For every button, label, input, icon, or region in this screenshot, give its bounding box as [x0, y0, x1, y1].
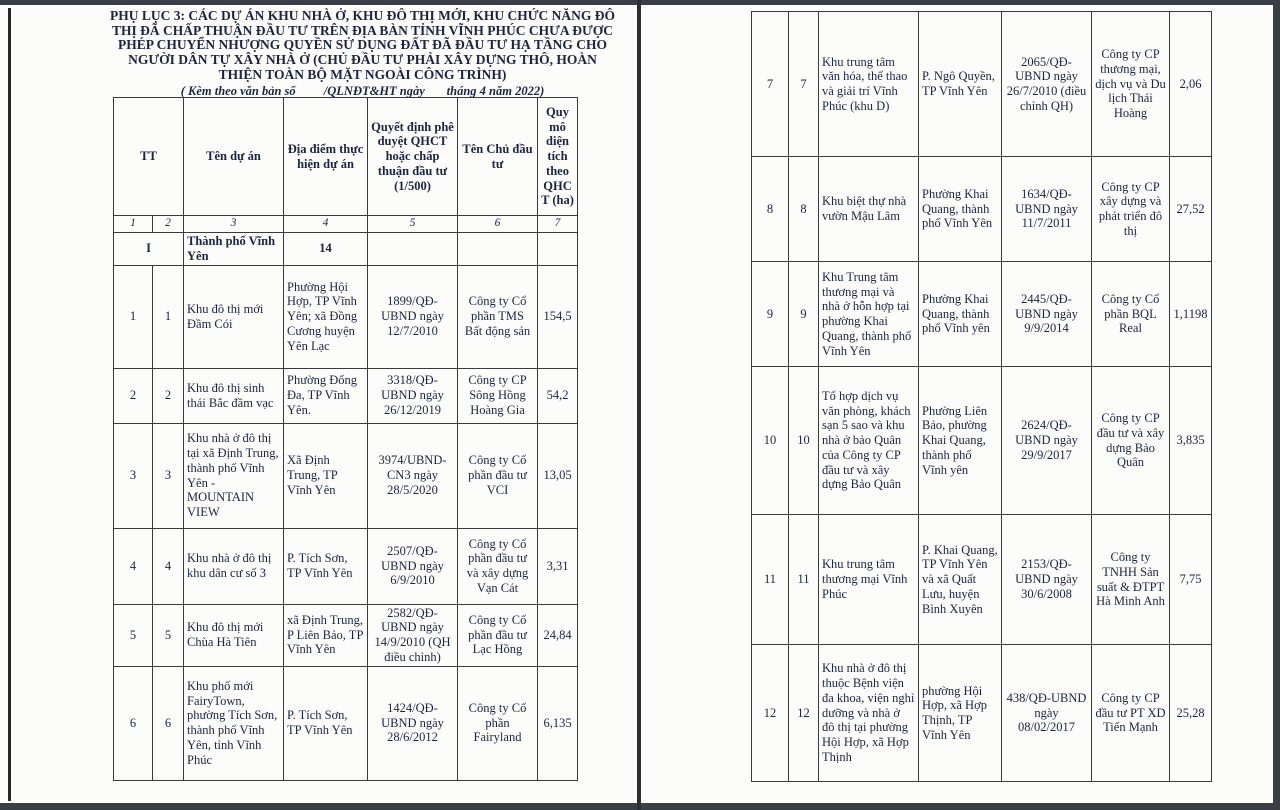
- cell-tt: 1: [153, 265, 184, 368]
- col-number: 7: [538, 216, 578, 233]
- cell-project-name: Khu nhà ở đô thị tại xã Định Trung, thành phố Vĩnh Yên - MOUNTAIN VIEW: [184, 423, 284, 528]
- cell-tt: 7: [789, 12, 819, 157]
- cell-location: Xã Định Trung, TP Vĩnh Yên: [284, 423, 368, 528]
- cell-project-name: Khu trung tâm văn hóa, thể thao và giải trí Vĩnh Phúc (khu D): [819, 12, 919, 157]
- cell-project-name: Khu phố mới FairyTown, phường Tích Sơn, thành phố Vĩnh Yên, tỉnh Vĩnh Phúc: [184, 666, 284, 780]
- cell-area: 25,28: [1170, 645, 1212, 782]
- table-row: [752, 262, 1212, 367]
- table-row: [114, 265, 578, 368]
- cell-area: 154,5: [538, 265, 578, 368]
- table-row: [752, 157, 1212, 262]
- page-left: [0, 5, 637, 803]
- cell-tt: 7: [752, 12, 789, 157]
- projects-table-left: [113, 97, 578, 781]
- header-investor: Tên Chủ đầu tư: [458, 98, 538, 216]
- table-row: [752, 645, 1212, 782]
- col-number: 1: [114, 216, 153, 233]
- table-row: [114, 528, 578, 604]
- cell-location: P. Tích Sơn, TP Vĩnh Yên: [284, 528, 368, 604]
- cell-tt: 2: [114, 368, 153, 423]
- cell-investor: Công ty CP thương mại, dịch vụ và Du lịch Thái Hoàng: [1092, 12, 1170, 157]
- table-row: [752, 12, 1212, 157]
- cell-investor: Công ty Cổ phần Fairyland: [458, 666, 538, 780]
- header-location: Địa điểm thực hiện dự án: [284, 98, 368, 216]
- cell-decision: 2065/QĐ-UBND ngày 26/7/2010 (điều chỉnh QH): [1002, 12, 1092, 157]
- cell-tt: 1: [114, 265, 153, 368]
- cell-investor: Công ty CP Sông Hồng Hoàng Gia: [458, 368, 538, 423]
- document-subtitle: ( Kèm theo văn bản số /QLNĐT&HT ngày tháng 4 năm 2022): [180, 83, 545, 98]
- column-number-row: [114, 216, 578, 233]
- cell-project-name: Khu trung tâm thương mại Vĩnh Phúc: [819, 515, 919, 645]
- cell-area: 2,06: [1170, 12, 1212, 157]
- cell-decision: 3318/QĐ-UBND ngày 26/12/2019: [368, 368, 458, 423]
- cell-decision: 1899/QĐ-UBND ngày 12/7/2010: [368, 265, 458, 368]
- cell-investor: Công ty CP xây dựng và phát triển đô thị: [1092, 157, 1170, 262]
- header-row: [114, 98, 578, 216]
- cell-empty: [538, 233, 578, 266]
- cell-area: 1,1198: [1170, 262, 1212, 367]
- cell-location: xã Định Trung, P Liên Bảo, TP Vĩnh Yên: [284, 604, 368, 666]
- table-row: [114, 368, 578, 423]
- cell-area: 7,75: [1170, 515, 1212, 645]
- table-row: [752, 367, 1212, 515]
- col-number: 4: [284, 216, 368, 233]
- col-number: 6: [458, 216, 538, 233]
- cell-tt: 10: [752, 367, 789, 515]
- cell-empty: [458, 233, 538, 266]
- table-row: [114, 604, 578, 666]
- cell-decision: 2153/QĐ-UBND ngày 30/6/2008: [1002, 515, 1092, 645]
- cell-decision: 2582/QĐ-UBND ngày 14/9/2010 (QH điều chỉnh): [368, 604, 458, 666]
- table-row: [114, 423, 578, 528]
- cell-tt: 5: [153, 604, 184, 666]
- cell-project-name: Khu đô thị sinh thái Bắc đầm vạc: [184, 368, 284, 423]
- cell-project-name: Khu đô thị mới Đầm Cói: [184, 265, 284, 368]
- cell-investor: Công ty Cổ phần đầu tư VCI: [458, 423, 538, 528]
- cell-decision: 438/QĐ-UBND ngày 08/02/2017: [1002, 645, 1092, 782]
- cell-tt: 10: [789, 367, 819, 515]
- col-number: 5: [368, 216, 458, 233]
- cell-investor: Công ty TNHH Sản suất & ĐTPT Hà Minh Anh: [1092, 515, 1170, 645]
- section-count: 14: [284, 233, 368, 266]
- cell-project-name: Khu nhà ở đô thị thuộc Bệnh viện đa khoa, viện nghỉ dưỡng và nhà ở đô thị tại phường Hội Hợp, xã Hợp Thịnh: [819, 645, 919, 782]
- cell-location: Phường Liên Bảo, phường Khai Quang, thành phố Vĩnh yên: [919, 367, 1002, 515]
- cell-investor: Công ty Cổ phần TMS Bất động sản: [458, 265, 538, 368]
- header-decision: Quyết định phê duyệt QHCT hoặc chấp thuận đầu tư (1/500): [368, 98, 458, 216]
- cell-tt: 11: [752, 515, 789, 645]
- cell-location: phường Hội Hợp, xã Hợp Thịnh, TP Vĩnh Yên: [919, 645, 1002, 782]
- cell-tt: 8: [789, 157, 819, 262]
- cell-empty: [368, 233, 458, 266]
- cell-location: Phường Đống Đa, TP Vĩnh Yên.: [284, 368, 368, 423]
- header-area: Quy mô diện tích theo QHCT (ha): [538, 98, 578, 216]
- table-row: [114, 666, 578, 780]
- cell-area: 3,31: [538, 528, 578, 604]
- col-number: 3: [184, 216, 284, 233]
- cell-tt: 12: [752, 645, 789, 782]
- cell-location: Phường Khai Quang, thành phố Vĩnh yên: [919, 262, 1002, 367]
- cell-investor: Công ty Cổ phần BQL Real: [1092, 262, 1170, 367]
- cell-tt: 11: [789, 515, 819, 645]
- cell-tt: 6: [153, 666, 184, 780]
- cell-project-name: Tổ hợp dịch vụ văn phòng, khách sạn 5 sao và khu nhà ở bảo Quân của Công ty CP đầu tư và xây dựng Bảo Quân: [819, 367, 919, 515]
- cell-decision: 2624/QĐ-UBND ngày 29/9/2017: [1002, 367, 1092, 515]
- title-block: [110, 9, 615, 99]
- cell-tt: 5: [114, 604, 153, 666]
- cell-investor: Công ty Cổ phần đầu tư Lạc Hồng: [458, 604, 538, 666]
- scan-edge-line: [8, 8, 11, 801]
- cell-decision: 1634/QĐ-UBND ngày 11/7/2011: [1002, 157, 1092, 262]
- cell-location: Phường Hội Hợp, TP Vĩnh Yên; xã Đồng Cương huyện Yên Lạc: [284, 265, 368, 368]
- cell-location: P. Tích Sơn, TP Vĩnh Yên: [284, 666, 368, 780]
- cell-investor: Công ty Cổ phần đầu tư và xây dựng Vạn Cát: [458, 528, 538, 604]
- cell-tt: 4: [153, 528, 184, 604]
- cell-tt: 3: [114, 423, 153, 528]
- cell-area: 13,05: [538, 423, 578, 528]
- cell-tt: 9: [752, 262, 789, 367]
- cell-decision: 1424/QĐ-UBND ngày 28/6/2012: [368, 666, 458, 780]
- cell-tt: 12: [789, 645, 819, 782]
- cell-tt: 3: [153, 423, 184, 528]
- cell-location: P. Khai Quang, TP Vĩnh Yên và xã Quất Lưu, huyện Bình Xuyên: [919, 515, 1002, 645]
- cell-tt: 8: [752, 157, 789, 262]
- page-right: [641, 5, 1273, 803]
- document-title: PHỤ LỤC 3: CÁC DỰ ÁN KHU NHÀ Ở, KHU ĐÔ THỊ MỚI, KHU CHỨC NĂNG ĐÔ THỊ ĐÃ CHẤP THUẬN ĐẦU TƯ TRÊN ĐỊA BÀN TỈNH VĨNH PHÚC CHƯA ĐƯỢC PHÉP CHUYỂN NHƯỢNG QUYỀN SỬ DỤNG ĐẤT ĐÃ ĐẦU TƯ HẠ TẦNG CHO NGƯỜI DÂN TỰ XÂY NHÀ Ở (CHỦ ĐẦU TƯ PHẢI XÂY DỰNG THÔ, HOÀN THIỆN TOÀN BỘ MẶT NGOÀI CÔNG TRÌNH): [110, 8, 615, 82]
- cell-project-name: Khu nhà ở đô thị khu dân cư số 3: [184, 528, 284, 604]
- cell-decision: 2445/QĐ-UBND ngày 9/9/2014: [1002, 262, 1092, 367]
- cell-project-name: Khu Trung tâm thương mại và nhà ở hỗn hợp tại phường Khai Quang, thành phố Vĩnh Yên: [819, 262, 919, 367]
- cell-area: 24,84: [538, 604, 578, 666]
- cell-investor: Công ty CP đầu tư và xây dựng Bảo Quân: [1092, 367, 1170, 515]
- col-number: 2: [153, 216, 184, 233]
- cell-area: 27,52: [1170, 157, 1212, 262]
- cell-investor: Công ty CP đầu tư PT XD Tiến Mạnh: [1092, 645, 1170, 782]
- table-row: [752, 515, 1212, 645]
- header-tt: TT: [114, 98, 184, 216]
- cell-area: 6,135: [538, 666, 578, 780]
- cell-tt: 4: [114, 528, 153, 604]
- cell-tt: 9: [789, 262, 819, 367]
- cell-decision: 2507/QĐ-UBND ngày 6/9/2010: [368, 528, 458, 604]
- cell-area: 3,835: [1170, 367, 1212, 515]
- cell-tt: 6: [114, 666, 153, 780]
- cell-project-name: Khu biệt thự nhà vườn Mậu Lâm: [819, 157, 919, 262]
- section-row: [114, 233, 578, 266]
- cell-location: Phường Khai Quang, thành phố Vĩnh Yên: [919, 157, 1002, 262]
- cell-decision: 3974/UBND-CN3 ngày 28/5/2020: [368, 423, 458, 528]
- cell-area: 54,2: [538, 368, 578, 423]
- section-index: I: [114, 233, 184, 266]
- projects-table-right: [751, 11, 1212, 782]
- cell-location: P. Ngô Quyền, TP Vĩnh Yên: [919, 12, 1002, 157]
- section-name: Thành phố Vĩnh Yên: [184, 233, 284, 266]
- cell-project-name: Khu đô thị mới Chùa Hà Tiên: [184, 604, 284, 666]
- header-project-name: Tên dự án: [184, 98, 284, 216]
- cell-tt: 2: [153, 368, 184, 423]
